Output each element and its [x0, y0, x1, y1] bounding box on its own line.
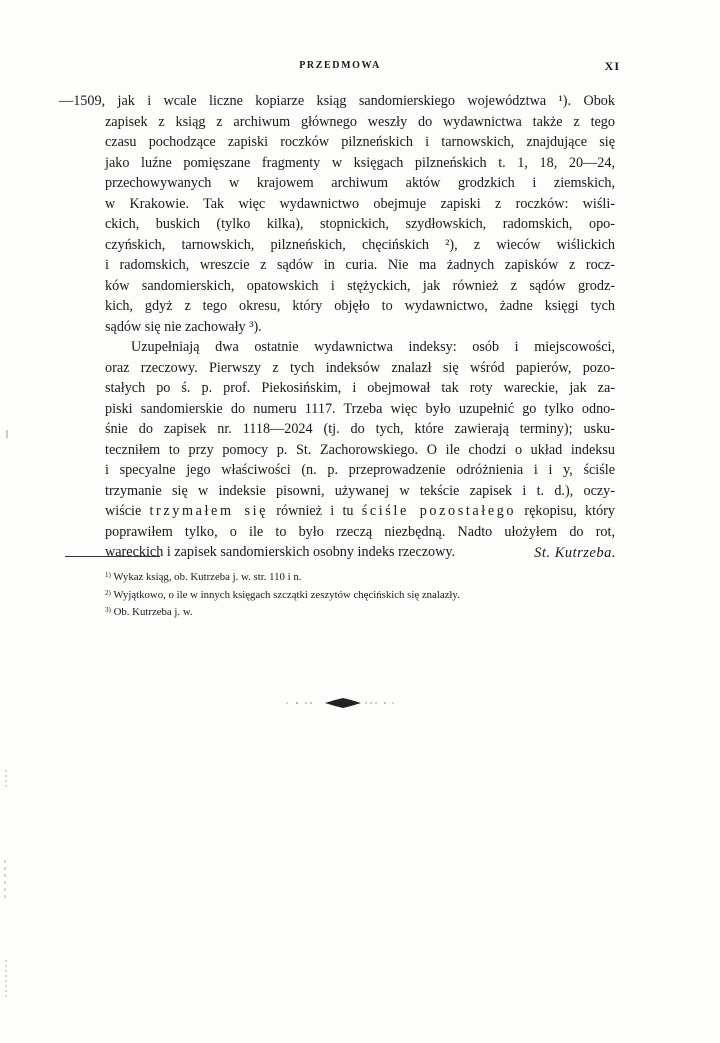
text-line: trzymanie się w indeksie pisowni, używanej w tekście zapisek i t. d.), oczy-: [105, 482, 615, 499]
text-fragment: wiście: [105, 503, 142, 519]
text-line: sądów się nie zachowały ³).: [105, 318, 262, 335]
spaced-emphasis: ściśle pozostałego: [361, 503, 517, 519]
margin-specks: [0, 0, 20, 1043]
text-line: —1509, jak i wcale liczne kopiarze ksiąg sandomierskiego województwa ¹). Obok: [59, 93, 615, 109]
text-line: wareckich i zapisek sandomierskich osobny indeks rzeczowy.: [105, 544, 456, 560]
footnotes: [105, 569, 615, 622]
running-head: [60, 60, 620, 76]
text-line: czyńskich, tarnowskich, pilzneńskich, chęcińskich ²), z wieców wiślickich: [105, 236, 615, 253]
signature: St. Kutrzeba.: [534, 545, 616, 561]
footnote: [105, 569, 615, 587]
footnote-text: Wyjątkowo, o ile w innych księgach szczątki zeszytów chęcińskich się znalazły.: [113, 588, 460, 601]
footnote: [105, 587, 615, 605]
footnote-text: Wykaz ksiąg, ob. Kutrzeba j. w. str. 110 i n.: [113, 571, 302, 583]
paragraph-2: [105, 337, 615, 563]
text-line: stałych po ś. p. prof. Piekosińskim, i obejmował tak roty wareckie, jak za-: [105, 380, 615, 396]
tailpiece-ornament-icon: [285, 695, 395, 709]
text-line: zapisek z ksiąg z archiwum głównego weszły do wydawnictwa także z tego: [105, 113, 615, 130]
text-line: ckich, buskich (tylko kilka), stopnickich, szydłowskich, radomskich, opo-: [105, 216, 615, 232]
text-line: przechowywanych w krajowem archiwum aktów grodzkich i ziemskich,: [105, 175, 615, 191]
text-line: poprawiłem tylko, o ile to było rzeczą niezbędną. Nadto ułożyłem do rot,: [105, 523, 615, 540]
text-line: w Krakowie. Tak więc wydawnictwo obejmuje zapiski z roczków: wiśli-: [105, 195, 615, 212]
footnote-mark: 1): [105, 570, 111, 579]
text-line: ków sandomierskich, opatowskich i stężyckich, jak również z sądów grodz-: [105, 277, 615, 294]
footnote-mark: 3): [105, 605, 111, 614]
text-line: i specyalne jego właściwości (n. p. przeprowadzenie odróżnienia i i y, ściśle: [105, 462, 615, 478]
text-fragment: również i tu: [276, 503, 354, 519]
body-text: [59, 91, 615, 563]
text-line: czasu pochodzące zapiski roczków pilzneńskich i tarnowskich, znajdujące się: [105, 134, 615, 150]
text-line: jako luźne pomięszane fragmenty w księgach pilzneńskich t. 1, 18, 20—24,: [105, 154, 615, 171]
paragraph-1: [59, 91, 615, 337]
text-line: oraz rzeczowy. Pierwszy z tych indeksów znalazł się wśród papierów, pozo-: [105, 359, 615, 376]
text-line: teczniłem to przy pomocy p. St. Zachorowskiego. O ile chodzi o układ indeksu: [105, 441, 615, 458]
running-head-title: PRZEDMOWA: [299, 60, 381, 71]
text-line: śnie do zapisek nr. 1118—2024 (tj. do tych, które zawierają terminy); usku-: [105, 421, 615, 437]
footnote: [105, 604, 615, 622]
text-line: piski sandomierskie do numeru 1117. Trzeba więc było uzupełnić go tylko odno-: [105, 400, 615, 417]
footnote-text: Ob. Kutrzeba j. w.: [113, 606, 193, 618]
footnote-rule: [65, 556, 160, 557]
text-line: kich, gdyż z tego okresu, który objęło to wydawnictwo, żadne księgi tych: [105, 298, 615, 314]
spaced-emphasis: trzymałem się: [149, 503, 269, 519]
text-fragment: rękopisu, który: [524, 503, 615, 519]
page-number: XI: [604, 59, 620, 73]
text-line-spaced: [105, 501, 615, 522]
text-line: Uzupełniają dwa ostatnie wydawnictwa indeksy: osób i miejscowości,: [131, 339, 615, 355]
text-line: i radomskich, wreszcie z sądów in curia. Nie ma żadnych zapisków z rocz-: [105, 257, 615, 273]
footnote-mark: 2): [105, 588, 111, 597]
